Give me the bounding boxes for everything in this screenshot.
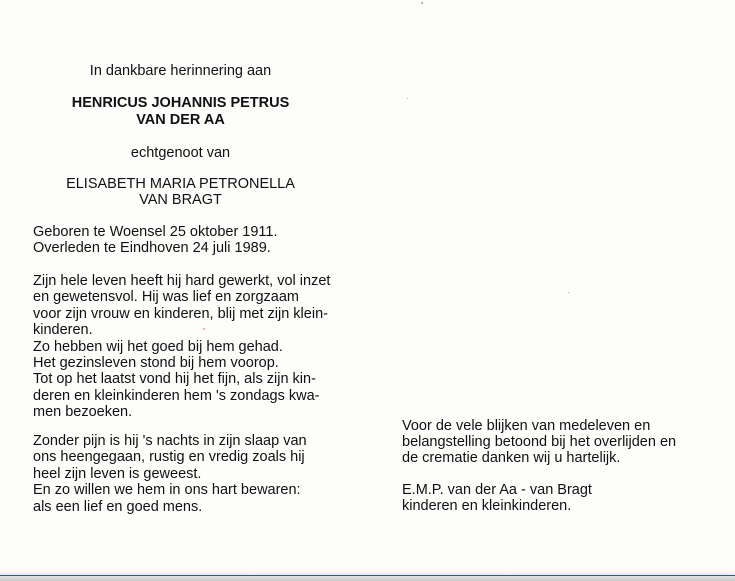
paragraph-line: En zo willen we hem in ons hart bewaren:	[33, 482, 301, 499]
death-text: Overleden te Eindhoven 24 juli 1989.	[33, 240, 271, 256]
deceased-name-line1: HENRICUS JOHANNIS PETRUS	[71, 95, 290, 111]
spouse-name-line2: VAN BRAGT	[139, 192, 222, 208]
speck	[203, 328, 205, 330]
intro-text: In dankbare herinnering aan	[89, 63, 272, 79]
paragraph-line: kinderen.	[33, 322, 93, 339]
paragraph-line: ons heengegaan, rustig en vredig zoals hij	[33, 449, 305, 466]
speck	[421, 2, 423, 4]
signature-name: E.M.P. van der Aa - van Bragt	[402, 482, 592, 498]
birth-text: Geboren te Woensel 25 oktober 1911.	[33, 224, 278, 240]
paragraph-line: en gewetensvol. Hij was lief en zorgzaam	[33, 289, 299, 306]
relation-text: echtgenoot van	[130, 145, 231, 161]
deceased-name-line2: VAN DER AA	[136, 112, 225, 128]
signature-family: kinderen en kleinkinderen.	[402, 498, 572, 515]
paragraph-line: voor zijn vrouw en kinderen, blij met zijn klein-	[33, 305, 328, 322]
paragraph-line: als een lief en goed mens.	[33, 498, 203, 515]
life-paragraph	[33, 273, 333, 421]
paragraph-line: Zonder pijn is hij 's nachts in zijn slaap van	[33, 433, 307, 449]
speck	[568, 292, 569, 293]
thanks-paragraph	[402, 418, 702, 467]
speck	[407, 98, 408, 99]
paragraph-line: deren en kleinkinderen hem 's zondags kwa-	[33, 387, 320, 404]
paragraph-line: Het gezinsleven stond bij hem voorop.	[33, 355, 279, 372]
scan-bottom-rule	[0, 575, 735, 576]
paragraph-line: heel zijn leven is geweest.	[33, 465, 202, 482]
paragraph-line: Zo hebben wij het goed bij hem gehad.	[33, 338, 283, 355]
farewell-paragraph	[33, 433, 333, 515]
paragraph-line: Zijn hele leven heeft hij hard gewerkt, vol inzet	[33, 273, 331, 289]
thanks-line: de crematie danken wij u hartelijk.	[402, 450, 621, 467]
signature-block	[402, 482, 702, 514]
paragraph-line: men bezoeken.	[33, 404, 133, 421]
thanks-line: Voor de vele blijken van medeleven en	[402, 418, 651, 434]
spouse-name-line1: ELISABETH MARIA PETRONELLA	[66, 176, 295, 192]
paragraph-line: Tot op het laatst vond hij het fijn, als zijn kin-	[33, 371, 316, 388]
scan-bottom-edge	[0, 571, 735, 581]
thanks-line: belangstelling betoond bij het overlijden en	[402, 434, 677, 451]
